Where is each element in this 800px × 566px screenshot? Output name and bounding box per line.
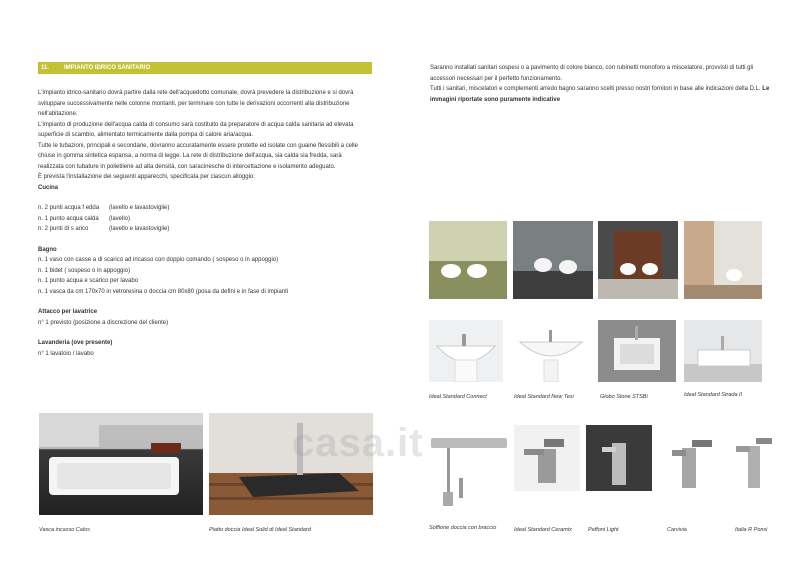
caption-globo: Globo Stone STSBi: [600, 394, 648, 400]
paragraph: Saranno installati sanitari sospesi o a pavimento di colore bianco, con rubinetti monoforo a miscelatore, provvisti di tutti gli accessori necessari per il perfetto funzionamento.: [430, 65, 754, 82]
tap-italia-photo: [730, 432, 776, 490]
bagno-heading: Bagno: [38, 246, 57, 253]
section-number: 11.: [41, 65, 50, 71]
bathroom-photo-1: [429, 221, 507, 299]
caption-vasca: Vasca incasso Calos: [39, 527, 90, 533]
lavanderia-heading: Lavanderia (ove presente): [38, 340, 113, 346]
list-item: n. 2 punti di s arico (lavello e lavastoviglie): [38, 226, 170, 232]
list-item: n. 1 vaso con casse a di scarico ad incasso con doppio comando ( sospeso o in appoggio): [38, 257, 279, 263]
paragraph: Tutte le tubazioni, principali e secondarie, dovranno accuratamente essere protette ed isolate con guaine flessibili a celle chiuse in gomma sintetica espansa, a norma di legge. La rete di distribuzione dell'acqua, sia calda sia fredda, sarà realizzata con tubature in polietilene ad alta densità, con saracinesche di intercettazione e isolamento adeguato.: [38, 142, 358, 170]
section-title: IMPIANTO IDRICO SANITARIO: [64, 65, 151, 71]
list-item: n. 1 punto acqua calda (lavello): [38, 215, 131, 222]
section-header: [38, 62, 372, 74]
paragraph: L'impianto di produzione dell'acqua calda di consumo sarà costituito da preparatore di acqua calda sanitaria ad elevata superficie di scambio, alimentato termicamente dalla pompa di calore aria/acqua.: [38, 121, 354, 138]
washbasin-connect-photo: [429, 320, 503, 382]
washbasin-tesi-photo: [514, 320, 588, 382]
bathroom-photo-3: [598, 221, 678, 299]
caption-ceramix: Ideal Standard Ceramix: [514, 527, 572, 533]
bathtub-photo: [39, 413, 203, 515]
bathroom-photo-4: [684, 221, 762, 299]
list-item: n. 1 punto acqua e scarico per lavabo: [38, 278, 139, 284]
caption-strada: Ideal Standard Strada II: [684, 392, 743, 398]
washbasin-globo-photo: [598, 320, 676, 382]
caption-soffione: Soffione doccia con braccio: [429, 525, 497, 531]
tap-ceramix-photo: [514, 425, 580, 491]
paragraph: Tutti i sanitari, miscelatori e complementi arredo bagno saranno scelti presso nostri fornitori in base alle indicazioni della D.L. Le immagini riportate sono puramente indicative: [430, 86, 770, 103]
left-text-column: [38, 88, 368, 359]
paragraph: È prevista l'installazione dei seguenti apparecchi, specificata per ciascun alloggio:: [38, 174, 255, 180]
tap-carvivia-photo: [664, 432, 722, 490]
washbasin-strada-photo: [684, 320, 762, 382]
list-item: n. 1 bidet ( sospeso o in appoggio): [38, 267, 131, 274]
shower-head-photo: [429, 432, 509, 512]
caption-tesi: Ideal Standard New Tesi: [514, 394, 574, 400]
caption-carvivia: Carvivia: [667, 527, 687, 533]
caption-italia: Italia R Ponsi: [735, 527, 768, 533]
watermark: casa.it: [292, 421, 424, 465]
bathroom-photo-2: [513, 221, 593, 299]
caption-piatto: Piatto doccia Ideal Solid di Ideal Standard: [209, 527, 311, 533]
list-item: n. 2 punti acqua f edda (lavello e lavastoviglie): [38, 205, 170, 211]
lavatrice-text: n° 1 previsto (posizione a discrezione del cliente): [38, 319, 169, 326]
paragraph: L'impianto idrico-sanitario dovrà partire dalla rete dell'acquedotto comunale, dovrà prevedere la distribuzione e si dovrà sviluppare successivamente nelle colonne montanti, per terminare con tutte le derivazioni occorrenti alla distribuzione nell'abitazione.: [38, 90, 354, 117]
tap-paffoni-photo: [586, 425, 652, 491]
lavanderia-text: n° 1 lavatoio / lavabo: [38, 350, 94, 357]
caption-paffoni: Paffoni Light: [588, 527, 619, 533]
cucina-heading: Cucina: [38, 184, 59, 191]
right-text-column: [430, 63, 770, 105]
caption-connect: Ideal Standard Connect: [429, 394, 487, 400]
lavatrice-heading: Attacco per lavatrice: [38, 309, 98, 315]
list-item: n. 1 vasca da cm 170x70 in vetroresina o doccia cm 80x80 (posa da defini e in fase di impianti: [38, 288, 289, 295]
